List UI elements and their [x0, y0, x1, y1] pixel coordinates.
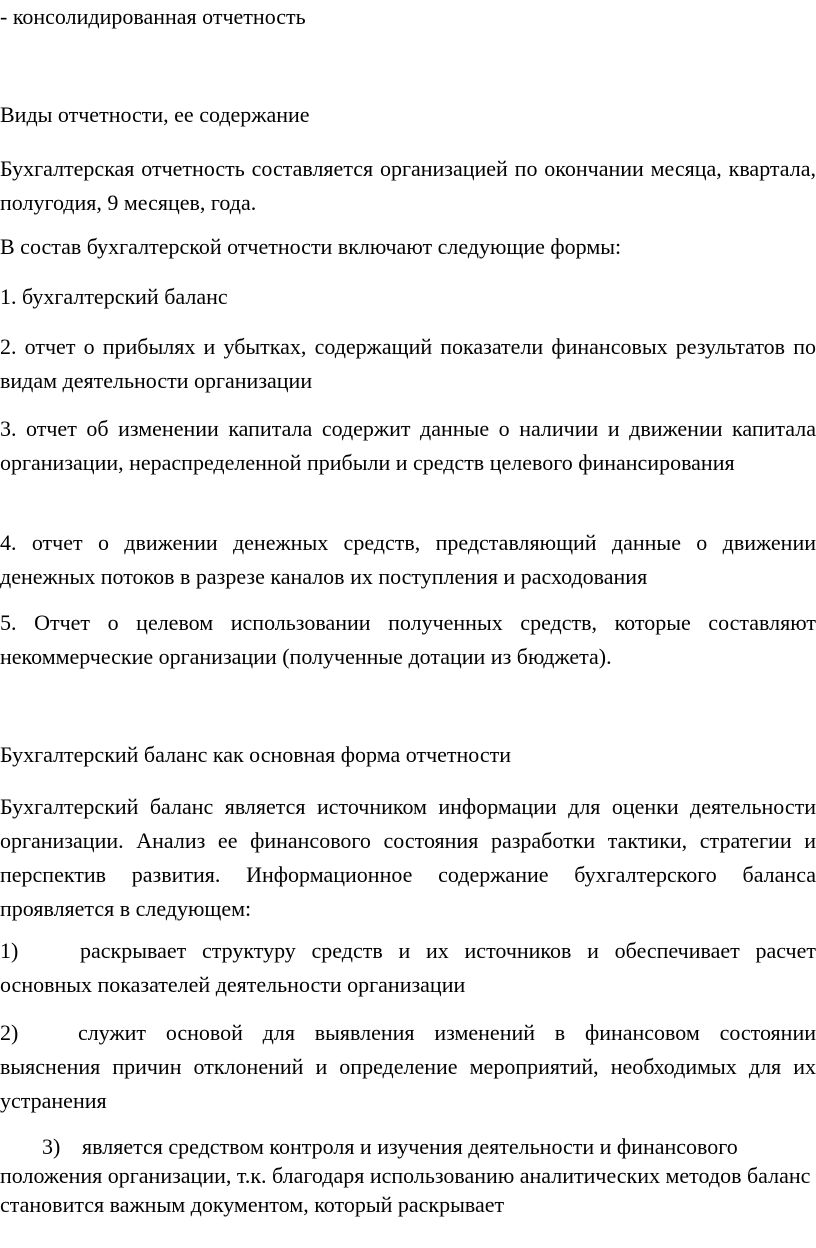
balance-item-text: является средством контроля и изучения деятельности и финансового положения организации, т.к. благодаря использованию аналитических методов баланс становится важным документом, который раскрывает — [0, 1134, 811, 1217]
paragraph-forms-intro: В состав бухгалтерской отчетности включают следующие формы: — [0, 234, 622, 259]
form-item-4: 4. отчет о движении денежных средств, представляющий данные о движении денежных потоков в разрезе каналов их поступления и расходования — [0, 530, 816, 589]
balance-item-text: раскрывает структуру средств и их источников и обеспечивает расчет основных показателей деятельности организации — [0, 938, 816, 997]
heading-report-types: Виды отчетности, ее содержание — [0, 102, 310, 127]
balance-item-3 — [0, 1132, 816, 1219]
balance-item-number: 3) — [42, 1134, 61, 1159]
form-item-5: 5. Отчет о целевом использовании полученных средств, которые составляют некоммерческие организации (полученные дотации из бюджета). — [0, 610, 816, 669]
paragraph-reporting-periods: Бухгалтерская отчетность составляется организацией по окончании месяца, квартала, полугодия, 9 месяцев, года. — [0, 156, 816, 215]
form-item-2: 2. отчет о прибылях и убытках, содержащий показатели финансовых результатов по видам деятельности организации — [0, 334, 816, 393]
form-item-3: 3. отчет об изменении капитала содержит данные о наличии и движении капитала организации, нераспределенной прибыли и средств целевого финансирования — [0, 416, 816, 475]
balance-item-2 — [0, 1016, 816, 1118]
balance-item-number: 1) — [0, 938, 19, 963]
consolidated-line: - консолидированная отчетность — [0, 4, 306, 29]
balance-item-text: служит основой для выявления изменений в финансовом состоянии выяснения причин отклонений и определение мероприятий, необходимых для их устранения — [0, 1020, 816, 1113]
balance-item-1 — [0, 934, 816, 1002]
balance-item-number: 2) — [0, 1020, 19, 1045]
paragraph-balance-sheet: Бухгалтерский баланс является источником информации для оценки деятельности организации. Анализ ее финансового состояния разработки тактики, стратегии и перспектив развития. Информационное содержание бухгалтерского баланса проявляется в следующем: — [0, 794, 816, 921]
form-item-1: 1. бухгалтерский баланс — [0, 284, 228, 309]
heading-balance-sheet: Бухгалтерский баланс как основная форма отчетности — [0, 742, 511, 767]
